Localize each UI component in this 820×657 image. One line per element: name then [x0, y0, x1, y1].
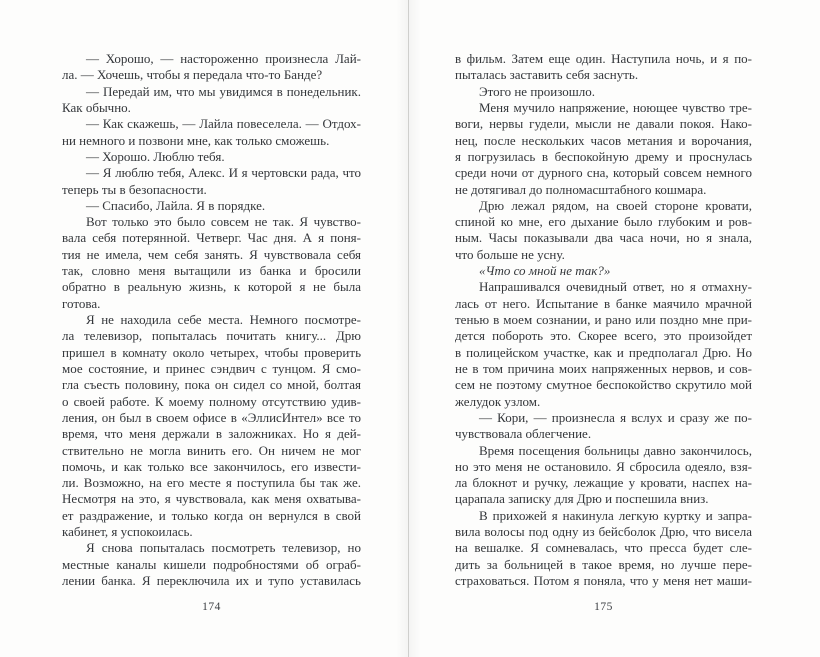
- text-line: но это меня не остановило. Я сбросила одеяло, взя-: [455, 458, 752, 474]
- text-line: — Передай им, что мы увидимся в понедельник.: [86, 83, 361, 99]
- text-line: ла блокнот и ручку, лежащие у кровати, наспех на-: [455, 475, 752, 491]
- page-right: [409, 0, 820, 657]
- text-line: — Хорошо. Люблю тебя.: [86, 148, 225, 164]
- text-line: местные каналы кишели подробностями об ограб-: [62, 556, 361, 572]
- paragraph: [455, 263, 752, 279]
- text-line: воги, нервы гудели, мысли не давали покоя. Нако-: [455, 116, 752, 132]
- paragraph: [455, 508, 752, 590]
- text-line: время, что меня держали в заложниках. Но я дей-: [62, 426, 361, 442]
- text-line: в фильм. Затем еще один. Наступила ночь, и я по-: [455, 51, 752, 66]
- text-line: ни немного и позвони мне, как только сможешь.: [62, 132, 330, 148]
- page-number: 174: [202, 601, 221, 614]
- text-line: спиной ко мне, его дыхание было глубоким и ров-: [455, 214, 752, 230]
- text-line: нец, после нескольких часов метания и ворочания,: [455, 132, 752, 148]
- text-line: что больше не усну.: [455, 246, 565, 262]
- text-line: Меня мучило напряжение, ноющее чувство тре-: [479, 99, 752, 115]
- paragraph: [62, 540, 361, 589]
- text-line: ли. Возможно, на его месте я поступила бы так же.: [62, 475, 361, 491]
- text-line: Я не находила себе места. Немного посмотре-: [86, 312, 361, 327]
- text-line: Напрашивался очевидный ответ, но я отмахну-: [479, 279, 752, 295]
- text-line: пришел в комнату около четырех, чтобы проверить: [62, 344, 361, 360]
- paragraph: [62, 214, 361, 312]
- text-line: не дотягивал до полномасштабного кошмара.: [455, 181, 707, 197]
- paragraph: [62, 198, 361, 214]
- text-line: — Как скажешь, — Лайла повеселела. — Отдох-: [86, 116, 361, 132]
- text-line: Время посещения больницы давно закончилось,: [479, 442, 752, 458]
- paragraph: [455, 279, 752, 410]
- text-line: лась от него. Испытание в банке маячило мрачной: [455, 295, 752, 311]
- text-line: так, словно меня вытащили из банка и бросили: [62, 263, 361, 279]
- paragraph: [62, 165, 361, 198]
- text-line: страховаться. Потом я поняла, что у меня нет маши-: [455, 573, 752, 588]
- text-line: среди ночи от дурного сна, который совсем немного: [455, 165, 752, 181]
- text-line: царапала записку для Дрю и поспешила вниз.: [455, 491, 709, 507]
- text-line: дется побороть это. Скорее всего, это произойдет: [455, 328, 752, 344]
- text-line: я погрузилась в беспокойную дрему и проснулась: [455, 148, 752, 164]
- paragraph: [62, 84, 361, 117]
- paragraph: [62, 149, 361, 165]
- text-line: в полицейском участке, как и предполагал Дрю. Но: [455, 344, 752, 360]
- text-line: — Спасибо, Лайла. Я в порядке.: [86, 197, 266, 213]
- text-line: вила волосы под одну из бейсболок Дрю, что висела: [455, 524, 752, 540]
- text-line: Я снова попыталась посмотреть телевизор, но: [86, 540, 361, 556]
- text-line: гла съесть половину, пока он сидел со мной, болтая: [62, 377, 361, 393]
- text-line: готова.: [62, 295, 101, 311]
- page-text: [455, 51, 752, 616]
- text-line: ла телевизор, попыталась почитать книгу... Дрю: [62, 328, 361, 344]
- paragraph: [62, 312, 361, 540]
- text-line: кабинет, я успокоилась.: [62, 524, 193, 540]
- text-line: Дрю лежал рядом, на своей стороне кровати,: [479, 197, 752, 213]
- text-line: Несмотря на это, я чувствовала, как меня охватыва-: [62, 491, 361, 507]
- page-left: [0, 0, 408, 657]
- text-line: Вот только это было совсем не так. Я чувство-: [86, 214, 361, 230]
- text-line: — Я люблю тебя, Алекс. И я чертовски рада, что: [86, 165, 361, 181]
- text-line: лении банка. Я переключила их и тупо уставилась: [62, 573, 361, 588]
- text-line: В прихожей я накинула легкую куртку и запра-: [479, 507, 752, 523]
- text-line: теперь ты в безопасности.: [62, 181, 207, 197]
- text-line: желудок узлом.: [455, 393, 541, 409]
- text-line: «Что со мной не так?»: [479, 263, 611, 279]
- text-line: вала себя потерянной. Четверг. Час дня. А я поня-: [62, 230, 361, 246]
- text-line: помочь, и как только все закончилось, его извести-: [62, 458, 361, 474]
- text-line: чувствовала облегчение.: [455, 426, 592, 442]
- text-line: обратно в реальную жизнь, к которой я не была: [62, 279, 361, 295]
- text-line: — Хорошо, — настороженно произнесла Лай-: [86, 51, 361, 66]
- text-line: на вешалке. Я сомневалась, что пресса будет сле-: [455, 540, 752, 556]
- gutter-shade-left: [396, 0, 408, 657]
- text-line: о своей работе. К моему полному отсутствию удив-: [62, 393, 361, 409]
- paragraph: [455, 51, 752, 84]
- paragraph: [455, 443, 752, 508]
- text-line: Этого не произошло.: [479, 83, 596, 99]
- text-line: дить за больницей в такое время, но лучше пере-: [455, 556, 752, 572]
- text-line: не в том причина моих напряженных нервов, и сов-: [455, 360, 752, 376]
- paragraph: [62, 116, 361, 149]
- paragraph: [62, 51, 361, 84]
- text-line: — Кори, — произнесла я вслух и сразу же по-: [479, 409, 752, 425]
- page-number: 175: [594, 601, 613, 614]
- text-line: пыталась заставить себя заснуть.: [455, 67, 639, 83]
- text-line: ствительно не могла винить его. Он ничем не мог: [62, 442, 361, 458]
- paragraph: [455, 198, 752, 263]
- page-text: [62, 51, 361, 616]
- text-line: тенью в моем сознании, и рано или поздно мне при-: [455, 312, 752, 327]
- paragraph: [455, 84, 752, 100]
- text-line: ным. Часы показывали два часа ночи, но я знала,: [455, 230, 752, 246]
- text-line: ет раздражение, и только когда он вернулся в свой: [62, 507, 361, 523]
- paragraph: [455, 100, 752, 198]
- text-line: сем не поэтому смутное беспокойство скрутило мой: [455, 377, 752, 393]
- paragraph: [455, 410, 752, 443]
- text-line: мое состояние, и принес сэндвич с тунцом. Я смо-: [62, 360, 361, 376]
- text-line: Как обычно.: [62, 99, 131, 115]
- text-line: ления, он был в своем офисе в «ЭллисИнтел» все то: [62, 409, 361, 425]
- text-line: ла. — Хочешь, чтобы я передала что-то Банде?: [62, 67, 323, 83]
- text-line: тия не имела, чем себя занять. Я чувствовала себя: [62, 246, 361, 262]
